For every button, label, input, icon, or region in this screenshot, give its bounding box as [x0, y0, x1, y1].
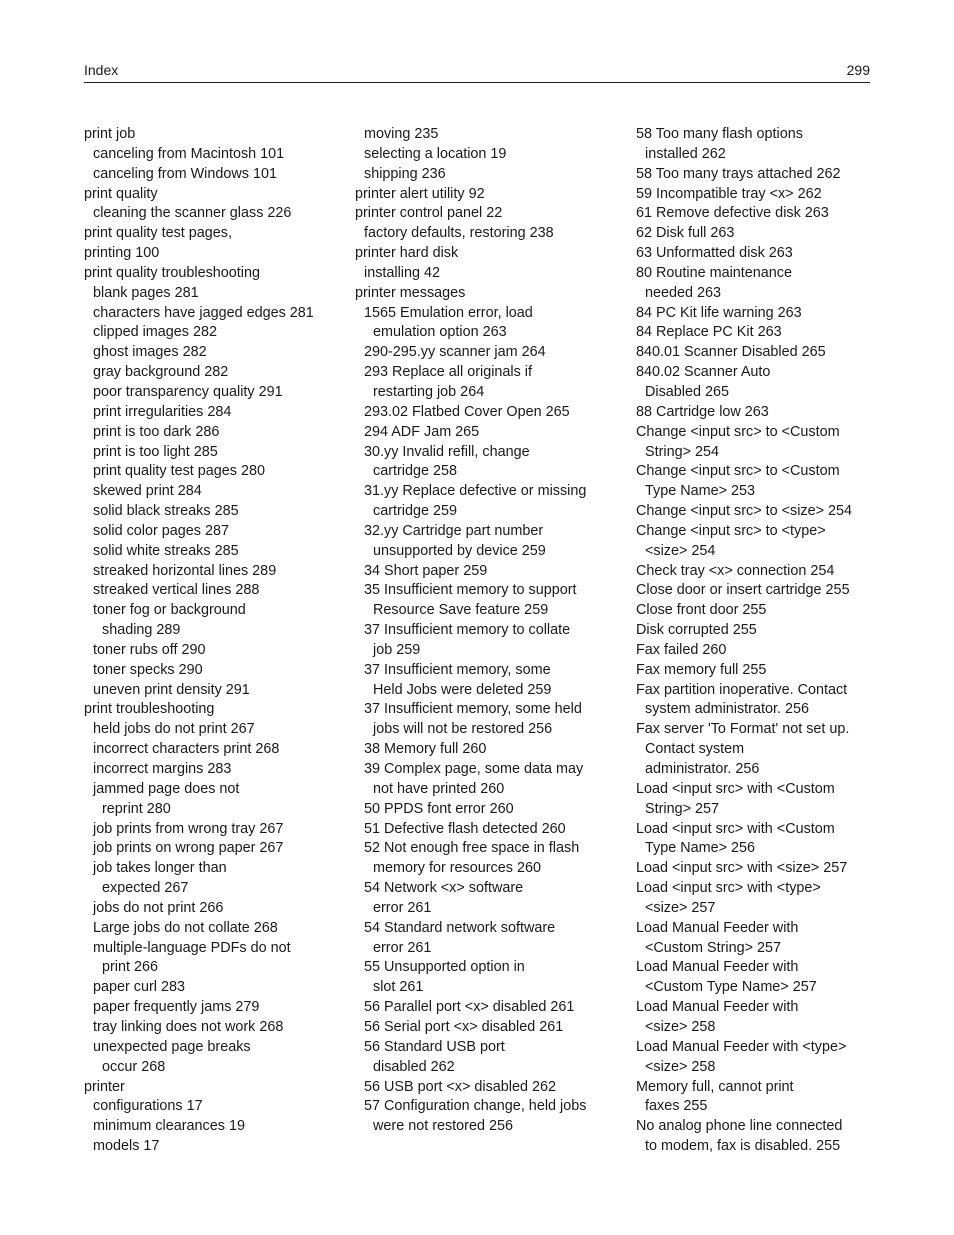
index-subentry: jobs do not print 266 [93, 899, 224, 916]
index-subentry: 37 Insufficient memory, some held [364, 701, 582, 718]
index-subentry: canceling from Windows 101 [93, 165, 277, 182]
index-subentry: incorrect margins 283 [93, 761, 232, 777]
index-entry: print quality [84, 185, 158, 202]
index-subentry: 30.yy Invalid refill, change [364, 443, 530, 460]
index-subentry: Disabled 265 [645, 383, 730, 400]
index-entry: printer control panel 22 [355, 205, 503, 222]
index-subentry: multiple-language PDFs do not [93, 939, 291, 956]
index-subentry: Resource Save feature 259 [373, 602, 549, 619]
index-subentry: 56 Serial port <x> disabled 261 [364, 1018, 564, 1035]
index-subentry: 54 Standard network software [364, 919, 556, 936]
index-subentry: 37 Insufficient memory, some [364, 661, 551, 678]
index-subentry: incorrect characters print 268 [93, 741, 280, 758]
index-entry: printer messages [355, 284, 466, 301]
index-entry: No analog phone line connected [636, 1118, 843, 1135]
index-subentry: configurations 17 [93, 1098, 203, 1115]
index-entry: Load Manual Feeder with [636, 959, 799, 976]
index-subentry: installed 262 [645, 145, 726, 162]
page-number: 299 [846, 62, 870, 78]
index-subentry: 56 Parallel port <x> disabled 261 [364, 999, 575, 1016]
index-subentry: cartridge 258 [373, 463, 457, 480]
page-header [84, 60, 870, 83]
index-subentry: paper frequently jams 279 [93, 999, 260, 1016]
index-subentry: Held Jobs were deleted 259 [373, 681, 552, 698]
index-subentry: memory for resources 260 [373, 860, 541, 877]
index-subentry: ghost images 282 [93, 344, 207, 361]
index-subentry: 32.yy Cartridge part number [364, 522, 544, 539]
index-subentry: administrator. 256 [645, 761, 760, 777]
index-entry: Change <input src> to <type> [636, 522, 826, 539]
index-entry: Load <input src> with <Custom [636, 820, 835, 837]
index-subentry: selecting a location 19 [364, 145, 507, 162]
index-subentry: print quality test pages 280 [93, 463, 265, 480]
index-subentry: 39 Complex page, some data may [364, 761, 584, 777]
index-subentry: 52 Not enough free space in flash [364, 840, 580, 857]
index-subentry: unsupported by device 259 [373, 542, 546, 559]
index-subentry: job prints from wrong tray 267 [93, 820, 284, 837]
index-subentry: Large jobs do not collate 268 [93, 919, 278, 936]
index-subentry: emulation option 263 [373, 324, 507, 341]
index-subentry: String> 257 [645, 800, 720, 817]
index-subentry: 294 ADF Jam 265 [364, 423, 480, 440]
index-subentry: slot 261 [373, 979, 424, 996]
index-subentry: installing 42 [364, 264, 441, 281]
index-subentry: cartridge 259 [373, 503, 457, 520]
index-entry: Change <input src> to <size> 254 [636, 503, 853, 520]
index-subentry: gray background 282 [93, 364, 229, 381]
index-subentry: 56 USB port <x> disabled 262 [364, 1078, 557, 1095]
index-entry: print job [84, 126, 136, 142]
index-subentry: solid color pages 287 [93, 522, 230, 539]
index-subentry: 35 Insufficient memory to support [364, 582, 577, 599]
index-subentry: 54 Network <x> software [364, 880, 524, 897]
index-subentry: canceling from Macintosh 101 [93, 145, 285, 162]
index-subentry: 290-295.yy scanner jam 264 [364, 344, 546, 361]
index-subentry: unexpected page breaks [93, 1038, 251, 1055]
index-subentry: job 259 [373, 641, 421, 658]
index-subentry: solid black streaks 285 [93, 503, 239, 520]
index-entry: 84 PC Kit life warning 263 [636, 304, 802, 321]
index-entry: 84 Replace PC Kit 263 [636, 324, 782, 341]
index-subentry: 51 Defective flash detected 260 [364, 820, 566, 837]
index-entry: Load <input src> with <size> 257 [636, 860, 848, 877]
index-entry: 88 Cartridge low 263 [636, 403, 769, 420]
index-entry: 58 Too many flash options [636, 126, 803, 142]
index-subentry: Type Name> 256 [645, 840, 755, 857]
index-subentry: 55 Unsupported option in [364, 959, 525, 976]
index-entry: Close front door 255 [636, 602, 767, 619]
index-subentry: 57 Configuration change, held jobs [364, 1098, 587, 1115]
index-entry: 62 Disk full 263 [636, 225, 735, 242]
index-entry: Load Manual Feeder with <type> [636, 1038, 847, 1055]
index-subentry: expected 267 [102, 880, 189, 897]
index-entry: Check tray <x> connection 254 [636, 562, 835, 579]
index-subentry: tray linking does not work 268 [93, 1018, 284, 1035]
section-title: Index [84, 62, 119, 78]
index-entry: 58 Too many trays attached 262 [636, 165, 841, 182]
index-subentry: Type Name> 253 [645, 483, 755, 500]
index-entry: 840.01 Scanner Disabled 265 [636, 344, 826, 361]
index-entry: Fax partition inoperative. Contact [636, 681, 848, 698]
index-subentry: String> 254 [645, 443, 720, 460]
index-entry: print troubleshooting [84, 701, 215, 718]
index-subentry: characters have jagged edges 281 [93, 304, 314, 321]
index-entry: 59 Incompatible tray <x> 262 [636, 185, 822, 202]
index-entry: 80 Routine maintenance [636, 264, 793, 281]
index-entry: Fax failed 260 [636, 641, 727, 658]
index-subentry: clipped images 282 [93, 324, 217, 341]
index-subentry: 38 Memory full 260 [364, 741, 487, 758]
index-subentry: poor transparency quality 291 [93, 383, 283, 400]
index-subentry: moving 235 [364, 126, 439, 142]
index-subentry: print is too light 285 [93, 443, 218, 460]
index-subentry: toner rubs off 290 [93, 641, 206, 658]
index-subentry: were not restored 256 [373, 1118, 513, 1135]
index-entry: printing 100 [84, 245, 160, 262]
index-entry: Change <input src> to <Custom [636, 423, 840, 440]
index-subentry: 37 Insufficient memory to collate [364, 622, 571, 639]
index-subentry: 1565 Emulation error, load [364, 304, 533, 321]
index-subentry: paper curl 283 [93, 979, 186, 996]
index-subentry: print 266 [102, 959, 159, 976]
index-subentry: print is too dark 286 [93, 423, 220, 440]
index-entry: print quality troubleshooting [84, 264, 260, 281]
index-subentry: held jobs do not print 267 [93, 721, 255, 738]
index-subentry: streaked horizontal lines 289 [93, 562, 277, 579]
index-entry: Change <input src> to <Custom [636, 463, 840, 480]
index-column-1 [84, 125, 346, 1157]
index-subentry: print irregularities 284 [93, 403, 232, 420]
index-subentry: toner fog or background [93, 602, 246, 619]
index-entry: 63 Unformatted disk 263 [636, 245, 793, 262]
index-subentry: <size> 254 [645, 542, 716, 559]
index-subentry: <size> 258 [645, 1018, 716, 1035]
index-subentry: 293 Replace all originals if [364, 364, 532, 381]
index-subentry: shading 289 [102, 622, 181, 639]
index-subentry: toner specks 290 [93, 661, 203, 678]
index-entry: Load <input src> with <Custom [636, 780, 835, 797]
index-subentry: system administrator. 256 [645, 701, 809, 718]
index-entry: Close door or insert cartridge 255 [636, 582, 850, 599]
index-entry: 61 Remove defective disk 263 [636, 205, 829, 222]
index-entry: print quality test pages, [84, 225, 232, 242]
index-entry: printer alert utility 92 [355, 185, 485, 202]
index-column-3 [636, 125, 876, 1157]
index-subentry: <Custom Type Name> 257 [645, 979, 817, 996]
index-subentry: cleaning the scanner glass 226 [93, 205, 292, 222]
index-entry: Fax server 'To Format' not set up. [636, 721, 850, 738]
index-subentry: jammed page does not [93, 780, 240, 797]
index-subentry: jobs will not be restored 256 [373, 721, 553, 738]
index-subentry: <size> 257 [645, 899, 716, 916]
index-entry: Load Manual Feeder with [636, 999, 799, 1016]
index-subentry: minimum clearances 19 [93, 1118, 245, 1135]
index-subentry: 50 PPDS font error 260 [364, 800, 514, 817]
index-entry: Load Manual Feeder with [636, 919, 799, 936]
index-subentry: disabled 262 [373, 1058, 455, 1075]
index-subentry: Contact system [645, 741, 745, 758]
index-subentry: blank pages 281 [93, 284, 199, 301]
index-subentry: uneven print density 291 [93, 681, 250, 698]
index-subentry: not have printed 260 [373, 780, 505, 797]
index-entry: printer hard disk [355, 245, 459, 262]
index-subentry: 31.yy Replace defective or missing [364, 483, 587, 500]
index-subentry: restarting job 264 [373, 383, 485, 400]
index-entry: Fax memory full 255 [636, 661, 767, 678]
index-subentry: error 261 [373, 939, 432, 956]
index-subentry: error 261 [373, 899, 432, 916]
index-subentry: 293.02 Flatbed Cover Open 265 [364, 403, 570, 420]
index-subentry: skewed print 284 [93, 483, 202, 500]
index-subentry: 56 Standard USB port [364, 1038, 505, 1055]
index-subentry: solid white streaks 285 [93, 542, 239, 559]
index-subentry: to modem, fax is disabled. 255 [645, 1138, 841, 1155]
index-subentry: job prints on wrong paper 267 [93, 840, 284, 857]
index-entry: printer [84, 1078, 125, 1095]
index-entry: Disk corrupted 255 [636, 622, 757, 639]
index-subentry: <Custom String> 257 [645, 939, 781, 956]
index-column-2 [355, 125, 617, 1137]
index-subentry: job takes longer than [93, 860, 227, 877]
index-subentry: 34 Short paper 259 [364, 562, 488, 579]
index-subentry: models 17 [93, 1138, 160, 1155]
index-subentry: needed 263 [645, 284, 722, 301]
index-subentry: faxes 255 [645, 1098, 708, 1115]
index-subentry: reprint 280 [102, 800, 171, 817]
index-entry: 840.02 Scanner Auto [636, 364, 771, 381]
index-entry: Load <input src> with <type> [636, 880, 821, 897]
index-entry: Memory full, cannot print [636, 1078, 794, 1095]
index-subentry: <size> 258 [645, 1058, 716, 1075]
index-subentry: occur 268 [102, 1058, 166, 1075]
index-subentry: factory defaults, restoring 238 [364, 225, 554, 242]
index-subentry: shipping 236 [364, 165, 446, 182]
index-subentry: streaked vertical lines 288 [93, 582, 260, 599]
